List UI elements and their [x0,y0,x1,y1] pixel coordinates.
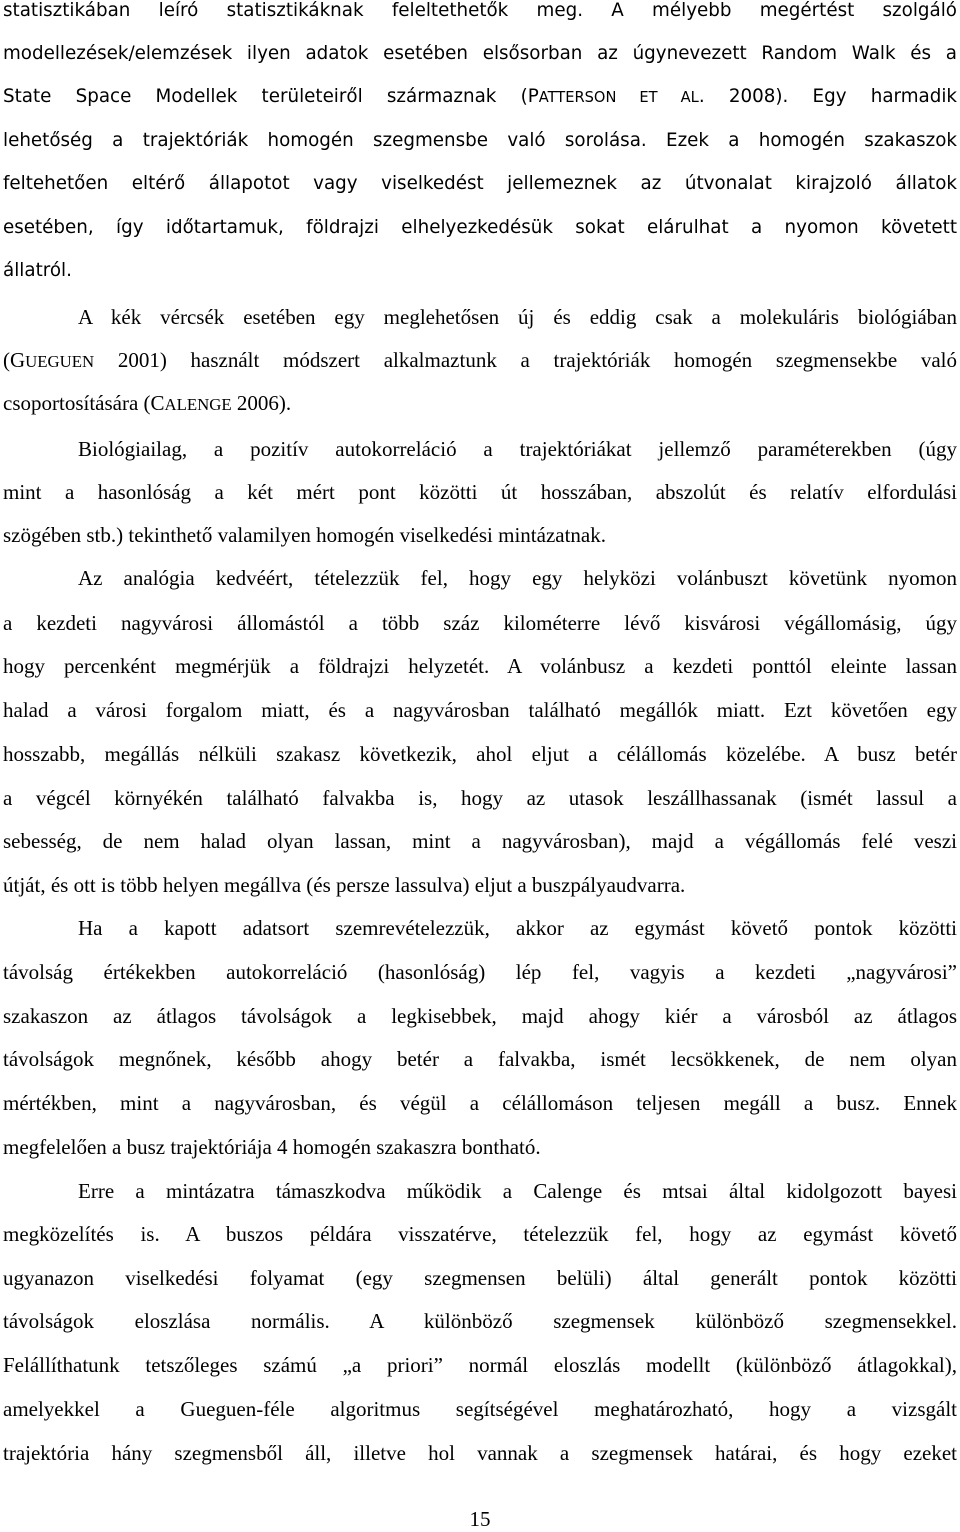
page-number: 15 [469,1507,491,1531]
text-line: halad a városi forgalom miatt, és a nagyvárosban található megállók miatt. Ezt követően egy [3,698,957,722]
text-line: állatról. [3,260,72,281]
text-line: sebesség, de nem halad olyan lassan, mint a nagyvárosban), majd a végállomás felé veszi [3,829,957,853]
text-line: modellezések/elemzések ilyen adatok esetében elsősorban az úgynevezett Random Walk és a [3,43,957,64]
text-line: ugyanazon viselkedési folyamat (egy szegmensen belüli) által generált pontok közötti [3,1266,957,1290]
text-line [3,88,957,106]
text-line: lehetőség a trajektóriák homogén szegmensbe való sorolása. Ezek a homogén szakaszok [3,130,957,151]
citation-author-smallcaps: ATTERSON ET AL [538,89,699,106]
text-line: megfelelően a busz trajektóriája 4 homogén szakaszra bontható. [3,1135,541,1159]
text-span: 2001) használt módszert alkalmaztunk a trajektóriák homogén szegmensekbe való [94,348,957,372]
text-line: statisztikában leíró statisztikáknak feleltethetők meg. A mélyebb megértést szolgáló [3,0,957,21]
text-line: mértékben, mint a nagyvárosban, és végül a célállomáson teljesen megáll a busz. Ennek [3,1091,957,1115]
text-line: feltehetően eltérő állapotot vagy viselkedést jellemeznek az útvonalat kirajzoló állatok [3,173,957,194]
text-span: (G [3,348,26,372]
text-span: . 2008). Egy harmadik [698,86,957,107]
text-line: mint a hasonlóság a két mért pont közötti út hosszában, abszolút és relatív elfordulási [3,480,957,504]
text-line: távolságok eloszlása normális. A különböző szegmensek különböző szegmensekkel. [3,1309,957,1333]
text-span: State Space Modellek területeiről származnak (P [3,86,539,107]
citation-author-smallcaps: UEGUEN [25,352,95,371]
text-line: megközelítés is. A buszos példára visszatérve, tételezzük fel, hogy az egymást követő [3,1222,957,1246]
text-line: szögében stb.) tekinthető valamilyen homogén viselkedési mintázatnak. [3,523,607,547]
citation-author-smallcaps: ALENGE [164,395,232,414]
text-line: távolság értékekben autokorreláció (hasonlóság) lép fel, vagyis a kezdeti „nagyvárosi” [3,960,957,984]
text-line: amelyekkel a Gueguen-féle algoritmus segítségével meghatározható, hogy a vizsgált [3,1397,957,1421]
text-line: Erre a mintázatra támaszkodva működik a Calenge és mtsai által kidolgozott bayesi [78,1179,957,1203]
text-line [3,350,957,371]
text-line: Az analógia kedvéért, tételezzük fel, hogy egy helyközi volánbuszt követünk nyomon [78,566,957,590]
text-line: Ha a kapott adatsort szemrevételezzük, akkor az egymást követő pontok közötti [78,916,957,940]
text-line: esetében, így időtartamuk, földrajzi elhelyezkedésük sokat elárulhat a nyomon követett [3,217,957,238]
text-line: hosszabb, megállás nélküli szakasz következik, ahol eljut a célállomás közelébe. A busz betér [3,742,957,766]
text-line: trajektória hány szegmensből áll, illetve hol vannak a szegmensek határai, és hogy ezeket [3,1441,957,1465]
text-line: távolságok megnőnek, később ahogy betér a falvakba, ismét lecsökkenek, de nem olyan [3,1047,957,1071]
text-line: útját, és ott is több helyen megállva (és persze lassulva) eljut a buszpályaudvarra. [3,873,686,897]
text-span: csoportosítására (C [3,391,165,415]
text-line: szakaszon az átlagos távolságok a legkisebbek, majd ahogy kiér a városból az átlagos [3,1004,957,1028]
text-line: Biológiailag, a pozitív autokorreláció a trajektóriákat jellemző paraméterekben (úgy [78,437,957,461]
text-line: hogy percenként megmérjük a földrajzi helyzetét. A volánbusz a kezdeti ponttól eleinte lassan [3,654,957,678]
text-line: Felállíthatunk tetszőleges számú „a priori” normál eloszlás modellt (különböző átlagokkal), [3,1353,957,1377]
text-line [3,393,957,414]
text-line: A kék vércsék esetében egy meglehetősen új és eddig csak a molekuláris biológiában [78,305,957,329]
text-line: a kezdeti nagyvárosi állomástól a több száz kilométerre lévő kisvárosi végállomásig, úgy [3,611,957,635]
text-span: 2006). [231,391,292,415]
text-line: a végcél környékén található falvakba is, hogy az utasok leszállhassanak (ismét lassul a [3,786,957,810]
